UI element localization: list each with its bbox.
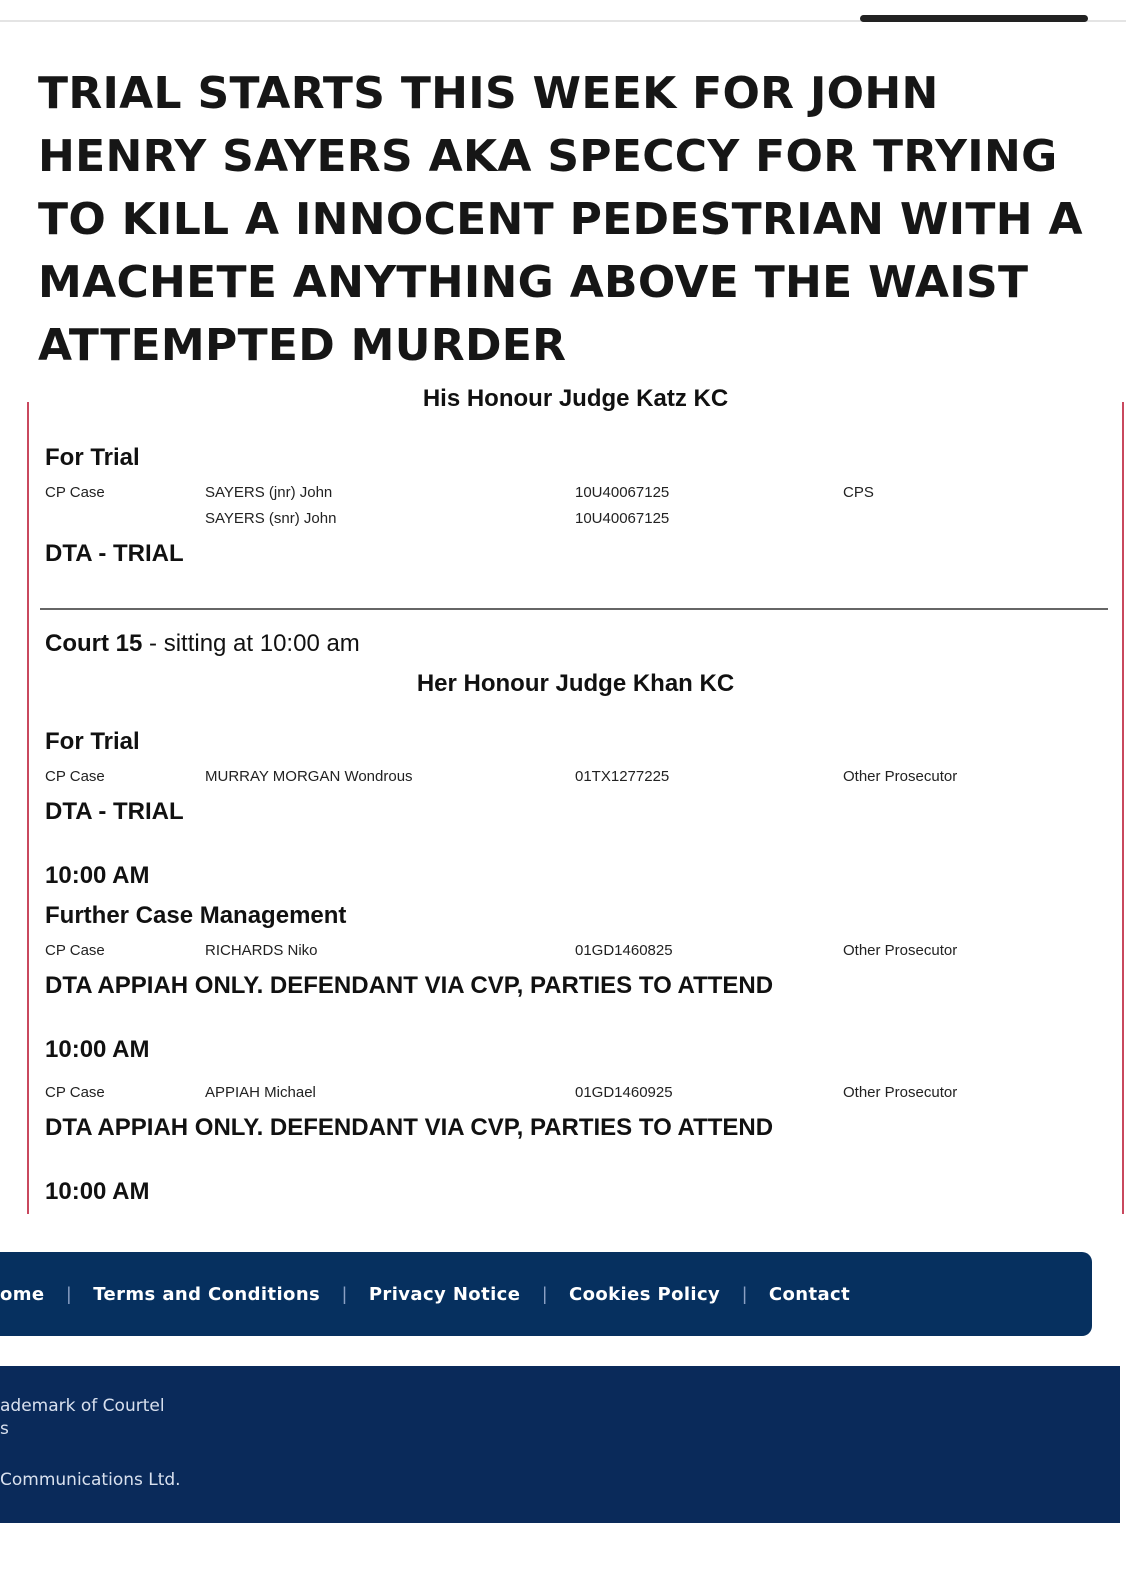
section-heading-for-trial: For Trial — [45, 444, 140, 471]
footer-legal — [0, 1366, 1120, 1523]
section-heading-case-management: Further Case Management — [45, 902, 347, 929]
listing-time: 10:00 AM — [45, 862, 150, 889]
listing-note: DTA APPIAH ONLY. DEFENDANT VIA CVP, PARTIES TO ATTEND — [45, 972, 774, 999]
nav-link-home[interactable]: ome — [0, 1283, 45, 1305]
nav-link-cookies[interactable]: Cookies Policy — [569, 1283, 721, 1305]
judge-heading-cut: His Honour Judge Katz KC — [422, 385, 729, 412]
sitting-time: - sitting at 10:00 am — [142, 630, 360, 657]
prosecutor: Other Prosecutor — [843, 1084, 958, 1101]
post-headline: TRIAL STARTS THIS WEEK FOR JOHN HENRY SAYERS AKA SPECCY FOR TRYING TO KILL A INNOCENT PEDESTRIAN WITH A MACHETE ANYTHING ABOVE THE WAIST ATTEMPTED MURDER — [38, 68, 1083, 371]
footer-navigation — [0, 1252, 1092, 1336]
listing-note: DTA - TRIAL — [45, 540, 184, 567]
listing-note: DTA - TRIAL — [45, 798, 184, 825]
trademark-text-cont: s — [0, 1419, 9, 1439]
case-reference: 01TX1277225 — [575, 768, 670, 785]
trademark-text: ademark of Courtel — [0, 1396, 165, 1416]
case-type: CP Case — [45, 942, 105, 959]
listing-time: 10:00 AM — [45, 1178, 150, 1205]
nav-separator: | — [342, 1283, 347, 1304]
defendant-name: RICHARDS Niko — [205, 942, 318, 959]
case-reference: 10U40067125 — [575, 510, 670, 527]
prosecutor: CPS — [843, 484, 874, 501]
nav-separator: | — [742, 1283, 747, 1304]
court-name: Court 15 — [45, 630, 143, 657]
judge-name: Her Honour Judge Khan KC — [416, 670, 735, 697]
case-reference: 01GD1460825 — [575, 942, 673, 959]
case-type: CP Case — [45, 768, 105, 785]
nav-separator: | — [542, 1283, 548, 1304]
defendant-name: SAYERS (snr) John — [205, 510, 337, 527]
case-reference: 10U40067125 — [575, 484, 670, 501]
case-reference: 01GD1460925 — [575, 1084, 673, 1101]
copyright-text: Communications Ltd. — [0, 1470, 181, 1490]
section-heading-for-trial: For Trial — [45, 728, 140, 755]
nav-link-terms[interactable]: Terms and Conditions — [93, 1283, 321, 1305]
nav-link-contact[interactable]: Contact — [768, 1283, 851, 1305]
defendant-name: MURRAY MORGAN Wondrous — [205, 768, 413, 785]
nav-separator: | — [66, 1283, 72, 1304]
listing-note: DTA APPIAH ONLY. DEFENDANT VIA CVP, PARTIES TO ATTEND — [45, 1114, 774, 1141]
prosecutor: Other Prosecutor — [843, 768, 958, 785]
section-divider — [40, 608, 1108, 610]
prosecutor: Other Prosecutor — [843, 942, 958, 959]
court-list-document — [27, 385, 1124, 1214]
case-type: CP Case — [45, 1084, 105, 1101]
defendant-name: APPIAH Michael — [205, 1084, 316, 1101]
court-sitting-line — [45, 630, 360, 658]
listing-time: 10:00 AM — [45, 1036, 150, 1063]
defendant-name: SAYERS (jnr) John — [205, 484, 333, 501]
scroll-handle[interactable] — [860, 15, 1088, 22]
case-type: CP Case — [45, 484, 105, 501]
nav-link-privacy[interactable]: Privacy Notice — [368, 1283, 521, 1305]
